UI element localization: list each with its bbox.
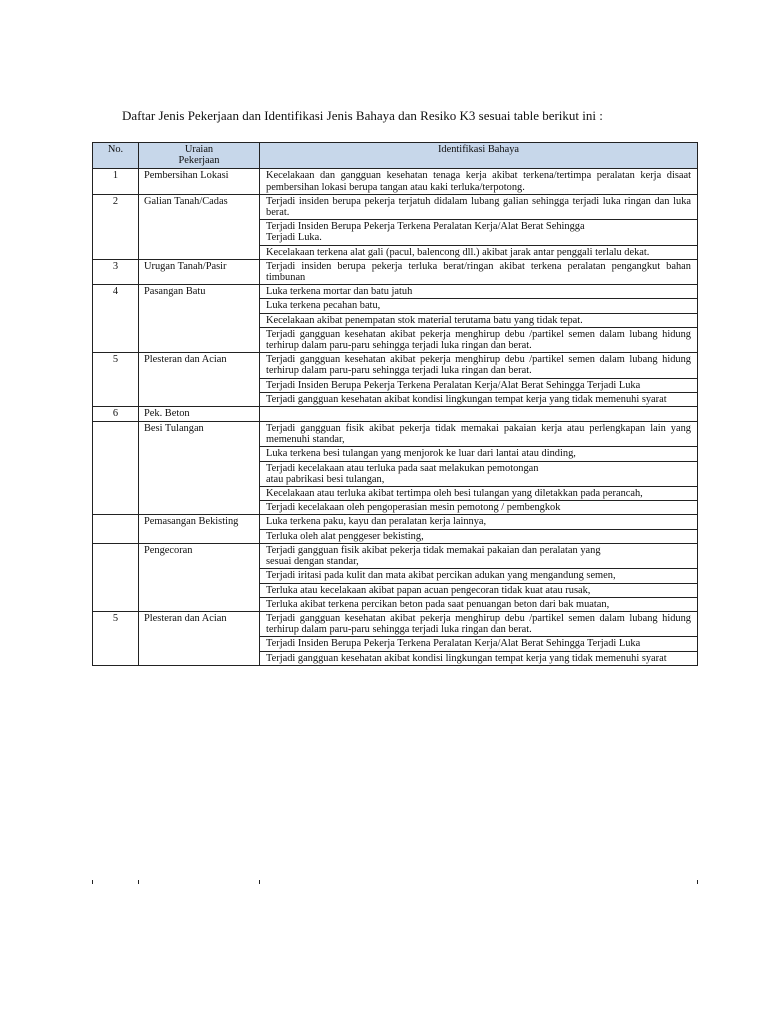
uraian-pekerjaan: Pembersihan Lokasi <box>139 169 260 194</box>
identifikasi-bahaya: Luka terkena mortar dan batu jatuh <box>260 285 698 299</box>
identifikasi-bahaya: Terjadi Insiden Berupa Pekerja Terkena Peralatan Kerja/Alat Berat Sehingga Terjadi Luka <box>260 378 698 392</box>
uraian-pekerjaan: Pasangan Batu <box>139 285 260 353</box>
identifikasi-bahaya: Terjadi gangguan kesehatan akibat pekerja menghirup debu /partikel semen dalam lubang hidung terhirup dalam paru-paru sehingga terjadi luka ringan dan berat. <box>260 611 698 636</box>
identifikasi-bahaya: Terjadi gangguan fisik akibat pekerja tidak memakai pakaian dan peralatan yang sesuai dengan standar, <box>260 543 698 568</box>
identifikasi-bahaya: Kecelakaan akibat penempatan stok material terutama batu yang tidak tepat. <box>260 313 698 327</box>
table-body <box>93 169 698 665</box>
table-row <box>93 285 698 299</box>
header-bahaya: Identifikasi Bahaya <box>260 143 698 169</box>
table-row <box>93 543 698 568</box>
identifikasi-bahaya: Terjadi iritasi pada kulit dan mata akibat percikan adukan yang mengandung semen, <box>260 569 698 583</box>
identifikasi-bahaya: Luka terkena pecahan batu, <box>260 299 698 313</box>
header-no: No. <box>93 143 139 169</box>
row-number <box>93 515 139 543</box>
table-row <box>93 194 698 219</box>
row-number <box>93 543 139 611</box>
uraian-pekerjaan: Pengecoran <box>139 543 260 611</box>
identifikasi-bahaya: Kecelakaan terkena alat gali (pacul, balencong dll.) akibat jarak antar penggali terlalu dekat. <box>260 245 698 259</box>
identifikasi-bahaya: Terjadi insiden berupa pekerja terluka berat/ringan akibat terkena peralatan pengangkut bahan timbunan <box>260 259 698 284</box>
page-title: Daftar Jenis Pekerjaan dan Identifikasi Jenis Bahaya dan Resiko K3 sesuai table berikut ini : <box>122 108 603 123</box>
identifikasi-bahaya: Terjadi gangguan kesehatan akibat pekerja menghirup debu /partikel semen dalam lubang hidung terhirup dalam paru-paru sehingga terjadi luka ringan dan berat. <box>260 353 698 378</box>
table-row <box>93 515 698 529</box>
identifikasi-bahaya: Terjadi gangguan fisik akibat pekerja tidak memakai pakaian kerja atau perlengkapan lain yang memenuhi standar, <box>260 422 698 447</box>
identifikasi-bahaya: Terjadi kecelakaan oleh pengoperasian mesin pemotong / pembengkok <box>260 501 698 515</box>
table-row <box>93 422 698 447</box>
identifikasi-bahaya: Kecelakaan atau terluka akibat tertimpa oleh besi tulangan yang diletakkan pada perancah, <box>260 487 698 501</box>
identifikasi-bahaya: Terjadi Insiden Berupa Pekerja Terkena Peralatan Kerja/Alat Berat Sehingga Terjadi Luka. <box>260 220 698 245</box>
row-number: 3 <box>93 259 139 284</box>
uraian-pekerjaan: Galian Tanah/Cadas <box>139 194 260 259</box>
identifikasi-bahaya: Luka terkena paku, kayu dan peralatan kerja lainnya, <box>260 515 698 529</box>
uraian-pekerjaan: Pemasangan Bekisting <box>139 515 260 543</box>
uraian-pekerjaan: Besi Tulangan <box>139 422 260 515</box>
row-number: 6 <box>93 407 139 422</box>
identifikasi-bahaya: Terluka atau kecelakaan akibat papan acuan pengecoran tidak kuat atau rusak, <box>260 583 698 597</box>
identifikasi-bahaya: Terjadi gangguan kesehatan akibat kondisi lingkungan tempat kerja yang tidak memenuhi syarat <box>260 651 698 665</box>
header-uraian: Uraian Pekerjaan <box>139 143 260 169</box>
identifikasi-bahaya: Terjadi Insiden Berupa Pekerja Terkena Peralatan Kerja/Alat Berat Sehingga Terjadi Luka <box>260 637 698 651</box>
identifikasi-bahaya: Terjadi gangguan kesehatan akibat kondisi lingkungan tempat kerja yang tidak memenuhi syarat <box>260 392 698 406</box>
row-number: 1 <box>93 169 139 194</box>
uraian-pekerjaan: Plesteran dan Acian <box>139 353 260 407</box>
table-row <box>93 259 698 284</box>
identifikasi-bahaya: Luka terkena besi tulangan yang menjorok ke luar dari lantai atau dinding, <box>260 447 698 461</box>
table-row <box>93 611 698 636</box>
identifikasi-bahaya: Kecelakaan dan gangguan kesehatan tenaga kerja akibat terkena/tertimpa peralatan kerja disaat pembersihan lokasi berupa tangan atau kaki terluka/terpotong. <box>260 169 698 194</box>
row-number: 5 <box>93 611 139 665</box>
row-number: 4 <box>93 285 139 353</box>
identifikasi-bahaya: Terjadi gangguan kesehatan akibat pekerja menghirup debu /partikel semen dalam lubang hidung terhirup dalam paru-paru sehingga terjadi luka ringan dan berat. <box>260 327 698 352</box>
row-number: 5 <box>93 353 139 407</box>
row-number <box>93 422 139 515</box>
identifikasi-bahaya: Terluka oleh alat penggeser bekisting, <box>260 529 698 543</box>
table-header-row <box>93 143 698 169</box>
table-row <box>93 353 698 378</box>
table-row <box>93 407 698 422</box>
identifikasi-bahaya: Terluka akibat terkena percikan beton pada saat penuangan beton dari bak muatan, <box>260 597 698 611</box>
identifikasi-bahaya: Terjadi insiden berupa pekerja terjatuh didalam lubang galian sehingga terjadi luka ringan dan luka berat. <box>260 194 698 219</box>
hazard-table <box>92 142 698 666</box>
uraian-pekerjaan: Urugan Tanah/Pasir <box>139 259 260 284</box>
table-row <box>93 169 698 194</box>
uraian-pekerjaan: Pek. Beton <box>139 407 260 422</box>
uraian-pekerjaan: Plesteran dan Acian <box>139 611 260 665</box>
identifikasi-bahaya <box>260 407 698 422</box>
row-number: 2 <box>93 194 139 259</box>
identifikasi-bahaya: Terjadi kecelakaan atau terluka pada saat melakukan pemotongan atau pabrikasi besi tulangan, <box>260 461 698 486</box>
